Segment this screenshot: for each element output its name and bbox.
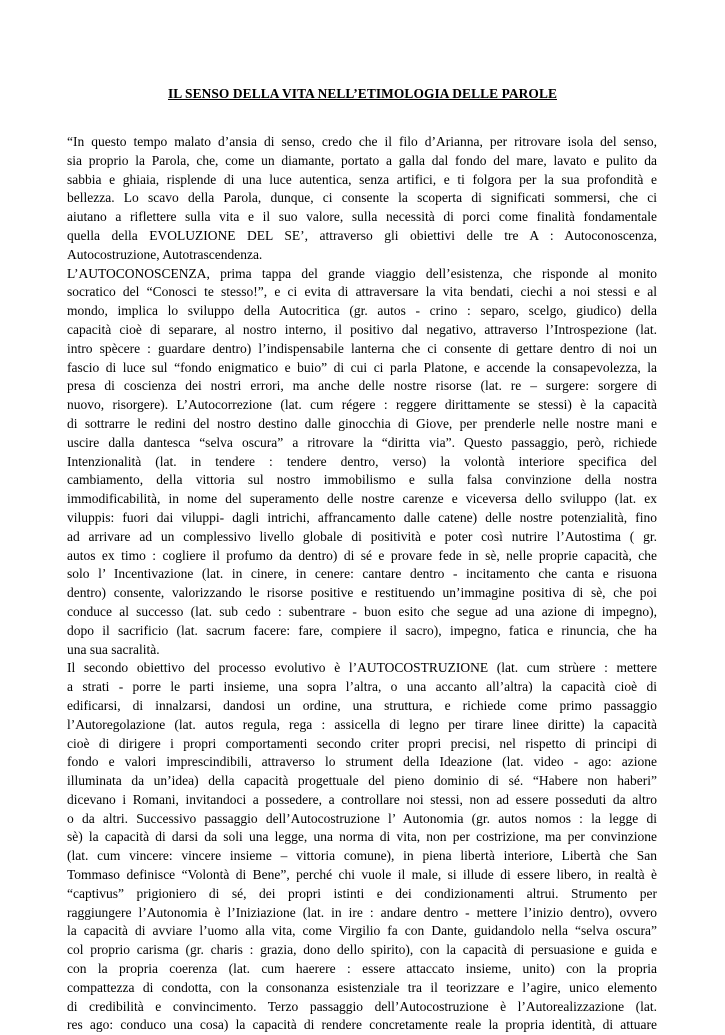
text-line: Tommaso definisce “Volontà di Bene”, perché chi vuole il male, si illude di essere libero, in realtà è xyxy=(67,867,657,883)
text-line: socratico del “Conosci te stesso!”, e ci evita di attraversare la vita bendati, ciechi a noi stessi e al xyxy=(67,284,657,300)
text-line: bellezza. Lo scavo della Parola, dunque, ci consente la scoperta di significati sommersi, che ci xyxy=(67,190,657,206)
text-line: o da altri. Successivo passaggio dell’Autocostruzione l’ Autonomia (gr. autos nomos : la legge di xyxy=(67,810,657,826)
text-line: Intenzionalità (lat. in tendere : tendere dentro, verso) la volontà interiore specifica del xyxy=(67,453,657,469)
text-line: conduce al successo (lat. sub cedo : subentrare - buon esito che segue ad una azione di impegno), xyxy=(67,603,657,619)
text-line: viluppis: fuori dai viluppi- dagli intrichi, affrancamento dalle catene) delle nostre potenzialità, fino xyxy=(67,509,657,525)
text-line: di credibilità e convincimento. Terzo passaggio dell’Autocostruzione è l’Autorealizzazione (lat. xyxy=(67,998,657,1014)
text-line: solo l’ Incentivazione (lat. in cinere, in cenere: cantare dentro - incitamento che canta e risuona xyxy=(67,566,657,582)
text-line: (lat. cum vincere: vincere insieme – vittoria comune), in piena libertà interiore, Libertà che San xyxy=(67,848,657,864)
text-line: col proprio carisma (gr. charis : grazia, dono dello spirito), con la capacità di persuasione e guida e xyxy=(67,942,657,958)
text-line: sia proprio la Parola, che, come un diamante, portato a galla dal fondo del mare, lavato e pulito da xyxy=(67,152,657,168)
text-line: quella della EVOLUZIONE DEL SE’, attraverso gli obiettivi delle tre A : Autoconoscenza, xyxy=(67,227,657,243)
text-line: compattezza di condotta, con la consonanza esistenziale tra il teorizzare e l’agire, unico elemento xyxy=(67,979,657,995)
text-line: autos ex timo : cogliere il profumo da dentro) di sé e provare fede in sè, nelle proprie capacità, che xyxy=(67,547,657,563)
text-line: fondo e valori imprescindibili, attraverso lo strument della Ideazione (lat. video - ago: azione xyxy=(67,754,657,770)
text-line: uscire dalla dantesca “selva oscura” a ritrovare la “diritta via”. Questo passaggio, però, richiede xyxy=(67,434,657,450)
text-line: Il secondo obiettivo del processo evolutivo è l’AUTOCOSTRUZIONE (lat. cum strùere : mettere xyxy=(67,660,657,676)
text-line: dentro) consente, valorizzando le risorse positive e restituendo un’immagine positiva di sè, che poi xyxy=(67,585,657,601)
text-line: una sua sacralità. xyxy=(67,641,160,657)
text-line: aiutano a riflettere sulla vita e il suo valore, sulla necessità di porci come finalità fondamentale xyxy=(67,209,657,225)
text-line: dopo il sacrificio (lat. sacrum facere: fare, compiere il sacro), impegno, fatica e rinuncia, che ha xyxy=(67,622,657,638)
text-line: cioè di dirigere i propri comportamenti secondo criter propri precisi, nel rispetto di principi di xyxy=(67,735,657,751)
text-line: sè) la capacità di darsi da soli una legge, una norma di vita, non per costrizione, ma per convinzione xyxy=(67,829,657,845)
text-line: illuminata da un’idea) della capacità progettuale del pieno dominio di sé. “Habere non haberi” xyxy=(67,773,657,789)
text-line: Autocostruzione, Autotrascendenza. xyxy=(67,246,263,262)
text-line: “captivus” prigioniero di sé, dei propri istinti e dei condizionamenti altrui. Strumento per xyxy=(67,885,657,901)
text-line: immodificabilità, in nome del superamento delle nostre carenze e viceversa dello sviluppo (lat. ex xyxy=(67,491,657,507)
text-line: la capacità di avviare l’uomo alla vita, come Virgilio fa con Dante, guidandolo nella “selva oscura” xyxy=(67,923,657,939)
text-line: capacità cioè di separare, al nostro interno, il positivo dal negativo, attraverso l’Introspezione (lat. xyxy=(67,321,657,337)
text-line: dicevano i Romani, invitandoci a possedere, a controllare noi stessi, non ad essere posseduti da altro xyxy=(67,791,657,807)
text-line: “In questo tempo malato d’ansia di senso, credo che il filo d’Arianna, per ritrovare isola del senso, xyxy=(67,134,657,149)
text-line: a strati - porre le parti insieme, una sopra l’altra, o una accanto all’altra) la capacità cioè di xyxy=(67,679,657,695)
text-line: edificarsi, di innalzarsi, dandosi un ordine, una struttura, e richiede come primo passaggio xyxy=(67,697,657,713)
text-line: fascio di luce sul “fondo enigmatico e buio” di cui ci parla Platone, e accende la consapevolezza, la xyxy=(67,359,657,375)
text-line: ad arrivare ad un complessivo livello globale di positività e poter così nutrire l’Autostima ( gr. xyxy=(67,528,657,544)
text-line: sabbia e ghiaia, risplende di una luce autentica, senza artifici, e ti folgora per la sua profondità e xyxy=(67,171,657,187)
text-line: res ago: conduco una cosa) la capacità di rendere concretamente reale la propria identità, di attuare xyxy=(67,1017,657,1033)
text-line: l’Autoregolazione (lat. autos regula, rega : assicella di legno per tirare linee diritte) la capacità xyxy=(67,716,657,732)
text-line: raggiungere l’Autonomia è l’Iniziazione (lat. in ire : andare dentro - mettere l’inizio dentro), ovvero xyxy=(67,904,657,920)
text-line: nuovo, risorgere). L’Autocorrezione (lat. cum régere : reggere dirittamente se stessi) è la capacità xyxy=(67,397,657,413)
text-line: di sottrarre le redini del nostro destino dalle ginocchia di Giove, per prenderle nelle nostre mani e xyxy=(67,415,657,431)
document-title: IL SENSO DELLA VITA NELL’ETIMOLOGIA DELLE PAROLE xyxy=(167,86,558,101)
text-line: presa di coscienza dei nostri errori, ma anche delle nostre risorse (lat. re – surgere: sorgere di xyxy=(67,378,657,394)
text-line: intro spècere : guardare dentro) l’indispensabile lanterna che ci consente di gettare dentro di noi un xyxy=(67,340,657,356)
document-body xyxy=(67,133,657,1035)
text-line: L’AUTOCONOSCENZA, prima tappa del grande viaggio dell’esistenza, che risponde al monito xyxy=(67,265,657,281)
text-line: mondo, implica lo sviluppo della Autocritica (gr. autos - crino : separo, scelgo, giudico) della xyxy=(67,303,657,319)
text-line: con la propria coerenza (lat. cum haerere : essere attaccato insieme, unito) con la propria xyxy=(67,961,657,977)
text-line: cambiamento, della vittoria sul nostro immobilismo e sulla falsa convinzione della nostra xyxy=(67,472,657,488)
